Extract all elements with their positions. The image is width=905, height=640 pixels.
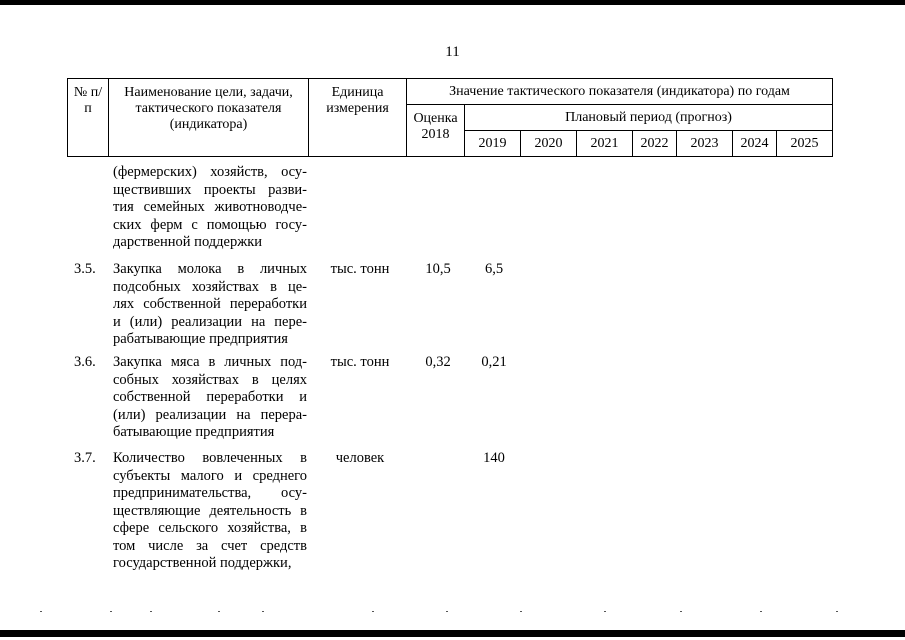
- header-year: 2024: [733, 131, 777, 157]
- row-value-2019: 140: [483, 450, 505, 466]
- top-border: [0, 0, 905, 5]
- text-line: субъекты малого и среднего: [113, 467, 307, 484]
- text-line: дарственной поддержки: [113, 234, 263, 250]
- header-year: 2025: [777, 131, 833, 157]
- text-line: (или) реализации на перера-: [113, 406, 307, 423]
- row-number: 3.7.: [74, 450, 96, 466]
- header-year: 2023: [677, 131, 733, 157]
- row-unit: тыс. тонн: [330, 354, 390, 370]
- text-line: государственной поддержки,: [113, 555, 292, 571]
- continuation-text: [113, 164, 307, 252]
- text-line: (фермерских) хозяйств, осу-: [113, 164, 307, 180]
- text-line: тия семейных животноводче-: [113, 199, 307, 215]
- page-number: 11: [445, 44, 460, 60]
- row-name: [113, 354, 307, 442]
- header-col-estimate: Оценка 2018: [407, 105, 465, 157]
- row-value-2018: 0,32: [425, 354, 451, 370]
- header-col-name: Наименование цели, задачи, тактического показателя (индикатора): [109, 79, 309, 157]
- header-col-unit: Единица измерения: [309, 79, 407, 157]
- text-line: ществляющие деятельность в: [113, 502, 307, 519]
- text-line: Количество вовлеченных в: [113, 450, 307, 466]
- row-name: [113, 261, 307, 349]
- row-number: 3.5.: [74, 261, 96, 277]
- text-line: предпринимательства, осу-: [113, 485, 307, 501]
- table-header: [67, 78, 833, 157]
- row-unit: человек: [335, 450, 385, 466]
- row-number: 3.6.: [74, 354, 96, 370]
- text-line: ских ферм с помощью госу-: [113, 216, 307, 233]
- header-year: 2020: [521, 131, 577, 157]
- text-line: рабатывающие предприятия: [113, 331, 288, 347]
- text-line: лях собственной переработки: [113, 296, 307, 312]
- text-line: сфере сельского хозяйства, в: [113, 520, 307, 536]
- scan-noise: [0, 607, 905, 617]
- row-value-2019: 0,21: [481, 354, 507, 370]
- text-line: том числе за счет средств: [113, 537, 307, 554]
- header-col-num: № п/п: [68, 79, 109, 157]
- row-unit: тыс. тонн: [330, 261, 390, 277]
- text-line: ществивших проекты разви-: [113, 181, 307, 198]
- header-col-plan: Плановый период (прогноз): [465, 105, 833, 131]
- text-line: и (или) реализации на пере-: [113, 313, 307, 330]
- header-year: 2019: [465, 131, 521, 157]
- bottom-border: [0, 630, 905, 637]
- row-value-2019: 6,5: [484, 261, 504, 277]
- header-year: 2021: [577, 131, 633, 157]
- text-line: Закупка молока в личных: [113, 261, 307, 277]
- text-line: собственной переработки и: [113, 389, 307, 405]
- text-line: подсобных хозяйствах в це-: [113, 278, 307, 295]
- text-line: батывающие предприятия: [113, 424, 275, 440]
- header-year: 2022: [633, 131, 677, 157]
- row-value-2018: 10,5: [425, 261, 451, 277]
- header-col-values: Значение тактического показателя (индикатора) по годам: [407, 79, 833, 105]
- text-line: собных хозяйствах в целях: [113, 371, 307, 388]
- row-name: [113, 450, 307, 573]
- text-line: Закупка мяса в личных под-: [113, 354, 307, 370]
